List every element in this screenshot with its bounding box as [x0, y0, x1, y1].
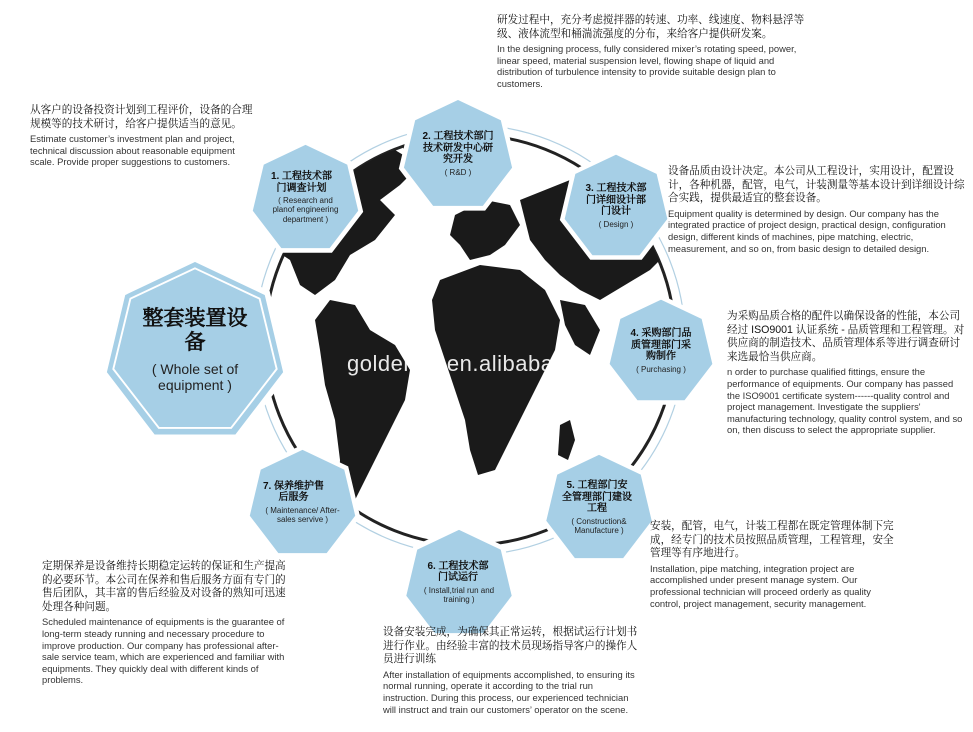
node-6-title: 6. 工程技术部门试运行: [427, 560, 489, 584]
desc-2-cn: 研发过程中，充分考虑搅拌器的转速、功率、线速度、物料悬浮等级、液体流型和桶湍流强度的分布，来给客户提供研发案。: [497, 14, 805, 40]
node-3-title: 3. 工程技术部门详细设计部门设计: [585, 183, 647, 218]
node-2-subtitle: ( R&D ): [444, 167, 472, 177]
desc-4-en: n order to purchase qualified fittings, ensure the performance of equipments. Our company has passed the ISO9001 certificate system------quality control and project management. Investigate the suppliers' manufacturing technology, quality control system, and so on, then discuss to select the appropriate supplier.: [727, 366, 963, 436]
node-trial-run: [400, 525, 518, 640]
desc-maintenance: [42, 560, 292, 686]
node-5-title: 5. 工程部门安全管理部门建设工程: [562, 480, 632, 515]
desc-construction: [650, 520, 902, 609]
node-1-title: 1. 工程技术部门调查计划: [270, 171, 333, 194]
desc-6-en: After installation of equipments accomplished, to ensuring its normal running, operate it according to the trial run instruction. During this process, our experienced technician will instruct and train our customers’ operator on the scene.: [383, 668, 635, 715]
node-purchasing: [605, 295, 717, 407]
desc-6-cn: 设备安装完成，为确保其正常运转，根据试运行计划书进行作业。由经验丰富的技术员现场指导客户的操作人员进行训练: [383, 626, 638, 666]
desc-design: [668, 165, 968, 254]
node-6-subtitle: ( Install,trial run and training ): [423, 585, 495, 604]
desc-5-en: Installation, pipe matching, integration project are accomplished under present manage system. Our professional technician will proceed orderly as quality control, project management, security management.: [650, 562, 871, 609]
node-5-subtitle: ( Construction& Manufacture ): [571, 516, 627, 535]
center-title-en: ( Whole set of equipment ): [151, 361, 239, 394]
node-2-title: 2. 工程技术部门技术研发中心研究开发: [422, 131, 494, 166]
node-construction: [540, 450, 658, 565]
desc-1-cn: 从客户的设备投资计划到工程评价，设备的合理规模等的技术研讨，给客户提供适当的意见。: [30, 104, 253, 130]
desc-trial-run: [383, 626, 638, 715]
desc-4-cn: 为采购品质合格的配件以确保设备的性能，本公司经过 ISO9001 认证系统 - 品质管理和工程管理。对供应商的制造技术、品质管理体系等进行调查研讨来选最恰当供应商。: [727, 310, 965, 363]
node-4-subtitle: ( Purchasing ): [636, 364, 686, 374]
desc-5-cn: 安装，配管，电气，计装工程都在既定管理体制下完成，经专门的技术员按照品质管理，工程管理，安全管理等有序地进行。: [650, 520, 894, 560]
node-rd: [398, 95, 518, 213]
node-7-subtitle: ( Maintenance/ After-sales servive ): [265, 505, 340, 524]
desc-rd: [497, 14, 815, 90]
desc-research-planning: [30, 104, 255, 168]
watermark-text: goldenyh.en.alibaba.com: [347, 351, 604, 376]
desc-2-en: In the designing process, fully considered mixer’s rotating speed, power, linear speed, material suspension level, flowing shape of liquid and distribution of turbulence intensity to provide suitable design plan to customers.: [497, 43, 797, 89]
center-node: [100, 255, 290, 445]
node-research-planning: [248, 140, 363, 255]
desc-7-en: Scheduled maintenance of equipments is the guarantee of long-term steady running and necessary procedure to improve production. Our company has professional after-sale service team, which are experienced and familiar with equipments. They quickly deal with different kinds of problems.: [42, 616, 285, 686]
desc-3-cn: 设备品质由设计决定。本公司从工程设计，实用设计，配置设计，各种机器，配管，电气，计装测量等基本设计到详细设计综合实践，提供最适宜的整套设备。: [668, 165, 965, 205]
node-3-subtitle: ( Design ): [598, 219, 634, 229]
desc-purchasing: [727, 310, 967, 436]
node-1-subtitle: ( Research and planof engineering department ): [272, 196, 339, 224]
center-title-cn: 整套装置设备: [142, 306, 248, 354]
node-design: [560, 150, 672, 262]
desc-3-en: Equipment quality is determined by design. Our company has the integrated practice of project design, practical design, configuration design, different kinds of machines, pipe matching, electric, measurement, and so on, from basic design to detailed design.: [668, 207, 946, 254]
desc-1-en: Estimate customer’s investment plan and project, technical discussion about reasonable equipment scale. Provide proper suggestions to customers.: [30, 133, 235, 168]
node-4-title: 4. 采购部门品质管理部门采购制作: [630, 328, 692, 363]
node-maintenance: [245, 445, 360, 560]
node-7-title: 7. 保养维护售后服务: [262, 480, 325, 504]
desc-7-cn: 定期保养是设备维持长期稳定运转的保证和生产提高的必要环节。本公司在保养和售后服务方面有专门的售后团队，其丰富的售后经验及对设备的熟知可迅速处理各种问题。: [42, 560, 286, 613]
